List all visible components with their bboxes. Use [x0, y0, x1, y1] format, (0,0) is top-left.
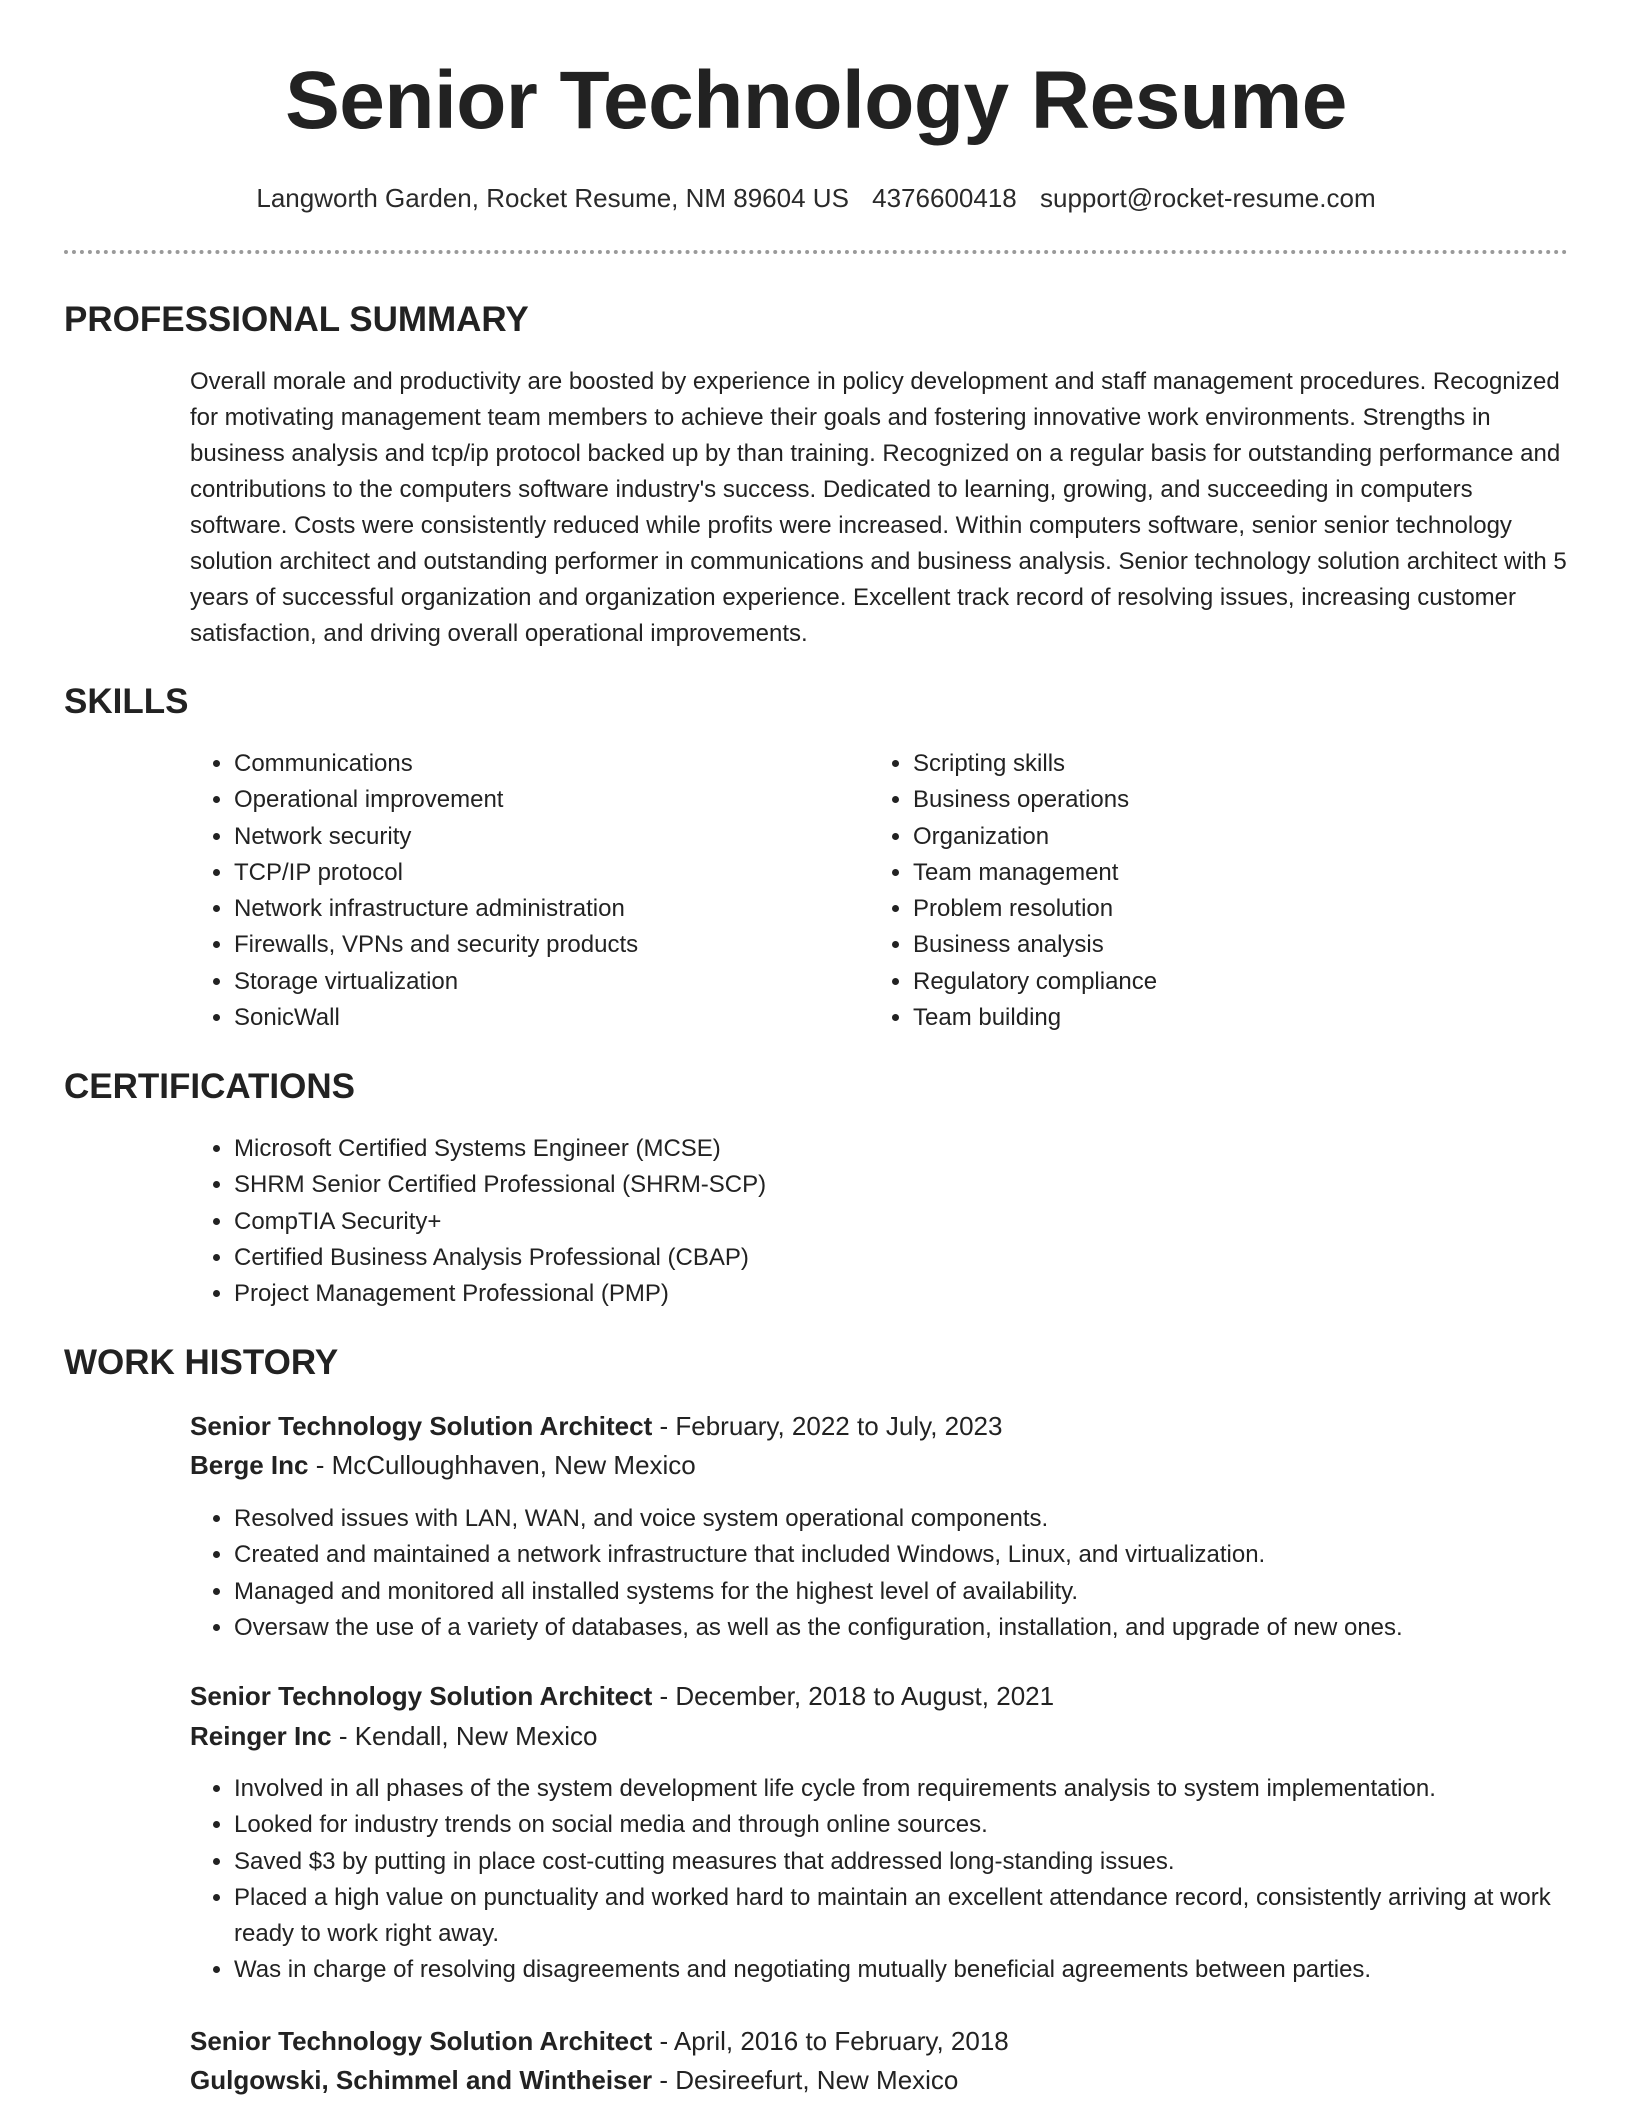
resume-name: Senior Technology Resume	[285, 55, 1347, 146]
skill-item: • Problem resolution	[913, 891, 1533, 927]
job-bullet: • Saved $3 by putting in place cost-cutting measures that addressed long-standing issues.	[234, 1844, 1614, 1880]
job-title-line	[190, 2024, 1009, 2058]
section-title-skills: SKILLS	[64, 682, 189, 721]
skill-item: • Scripting skills	[913, 746, 1533, 782]
skill-item: • Team management	[913, 855, 1533, 891]
job-title-line	[190, 1409, 1002, 1443]
company-location: - Kendall, New Mexico	[331, 1721, 598, 1751]
certification-item: • Microsoft Certified Systems Engineer (MCSE)	[234, 1131, 1534, 1167]
skill-item: • TCP/IP protocol	[234, 855, 854, 891]
company-location: - Desireefurt, New Mexico	[652, 2065, 959, 2095]
skill-item: • Firewalls, VPNs and security products	[234, 927, 854, 963]
skill-item: • Communications	[234, 746, 854, 782]
job-company-line	[190, 2063, 958, 2097]
company-name: Reinger Inc	[190, 1721, 332, 1751]
company-name: Gulgowski, Schimmel and Wintheiser	[190, 2065, 653, 2095]
job-dates: - April, 2016 to February, 2018	[652, 2026, 1009, 2056]
certification-item: • CompTIA Security+	[234, 1204, 1534, 1240]
job-bullet: • Managed and monitored all installed systems for the highest level of availability.	[234, 1574, 1614, 1610]
job-company-line	[190, 1448, 696, 1482]
job-bullet: • Created and maintained a network infrastructure that included Windows, Linux, and virtualization.	[234, 1537, 1614, 1573]
job-dates: - December, 2018 to August, 2021	[652, 1681, 1055, 1711]
skill-item: • Network security	[234, 819, 854, 855]
skill-item: • Business operations	[913, 782, 1533, 818]
skill-item: • Regulatory compliance	[913, 964, 1533, 1000]
skill-item: • Storage virtualization	[234, 964, 854, 1000]
certification-item: • SHRM Senior Certified Professional (SHRM-SCP)	[234, 1167, 1534, 1203]
job-bullet: • Involved in all phases of the system development life cycle from requirements analysis to system implementation.	[234, 1771, 1614, 1807]
job-title: Senior Technology Solution Architect	[190, 1681, 653, 1711]
header-divider	[64, 250, 1568, 254]
job-dates: - February, 2022 to July, 2023	[652, 1411, 1003, 1441]
skill-item: • Operational improvement	[234, 782, 854, 818]
certification-item: • Certified Business Analysis Professional (CBAP)	[234, 1240, 1534, 1276]
job-title: Senior Technology Solution Architect	[190, 2026, 653, 2056]
job-bullet: • Resolved issues with LAN, WAN, and voice system operational components.	[234, 1501, 1614, 1537]
skill-item: • SonicWall	[234, 1000, 854, 1036]
skill-item: • Team building	[913, 1000, 1533, 1036]
job-title: Senior Technology Solution Architect	[190, 1411, 653, 1441]
contact-address: Langworth Garden, Rocket Resume, NM 89604 US	[256, 183, 849, 213]
job-title-line	[190, 1679, 1054, 1713]
job-bullet: • Was in charge of resolving disagreements and negotiating mutually beneficial agreements between parties.	[234, 1952, 1614, 1988]
contact-email: support@rocket-resume.com	[1039, 183, 1376, 213]
skills-list-right	[869, 746, 1533, 1036]
section-title-work-history: WORK HISTORY	[64, 1343, 339, 1382]
contact-phone: 4376600418	[872, 183, 1017, 213]
section-title-summary: PROFESSIONAL SUMMARY	[64, 300, 529, 339]
certifications-list	[190, 1131, 1534, 1312]
certification-item: • Project Management Professional (PMP)	[234, 1276, 1534, 1312]
skills-list-left	[190, 746, 854, 1036]
company-name: Berge Inc	[190, 1450, 309, 1480]
job-bullet: • Oversaw the use of a variety of databases, as well as the configuration, installation, and upgrade of new ones.	[234, 1610, 1614, 1646]
skill-item: • Organization	[913, 819, 1533, 855]
job-company-line	[190, 1719, 597, 1753]
skill-item: • Network infrastructure administration	[234, 891, 854, 927]
contact-line	[0, 182, 1632, 214]
skill-item: • Business analysis	[913, 927, 1533, 963]
job-bullets	[190, 1771, 1614, 1989]
section-title-certifications: CERTIFICATIONS	[64, 1067, 356, 1106]
company-location: - McCulloughhaven, New Mexico	[308, 1450, 696, 1480]
job-bullet: • Placed a high value on punctuality and worked hard to maintain an excellent attendance record, consistently arriving at work ready to work right away.	[234, 1880, 1614, 1953]
job-bullets	[190, 1501, 1614, 1646]
summary-text: Overall morale and productivity are boosted by experience in policy development and staff management procedures. Recognized for motivating management team members to achieve their goals and fostering innovative work environments. Strengths in business analysis and tcp/ip protocol backed up by than training. Recognized on a regular basis for outstanding performance and contributions to the computers software industry's success. Dedicated to learning, growing, and succeeding in computers software. Costs were consistently reduced while profits were increased. Within computers software, senior senior technology solution architect and outstanding performer in communications and business analysis. Senior technology solution architect with 5 years of successful organization and organization experience. Excellent track record of resolving issues, increasing customer satisfaction, and driving overall operational improvements.	[190, 368, 1567, 647]
job-bullet: • Looked for industry trends on social media and through online sources.	[234, 1807, 1614, 1843]
